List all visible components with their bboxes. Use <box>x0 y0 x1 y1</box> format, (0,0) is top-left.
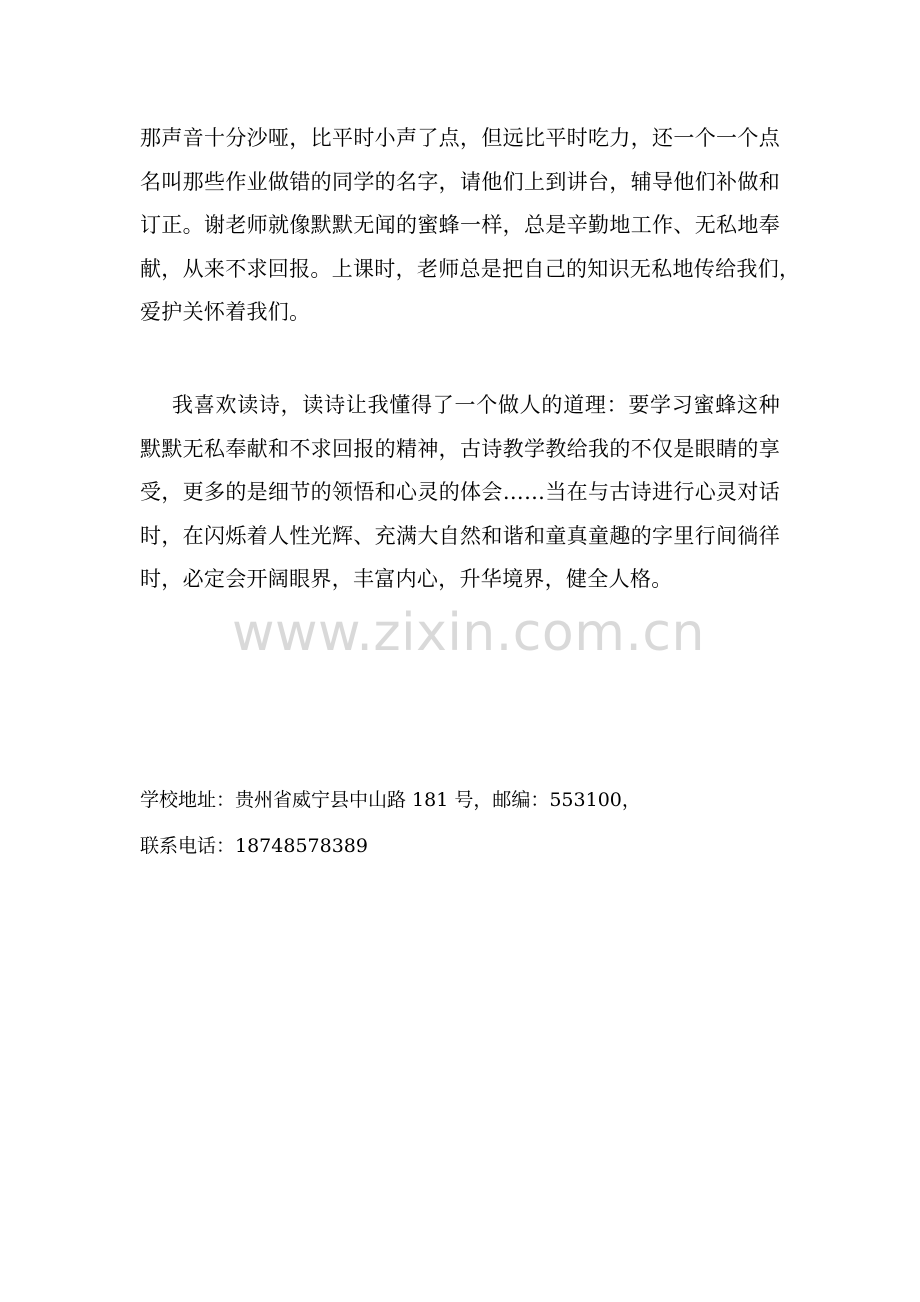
paragraph-line: 时，在闪烁着人性光辉、充满大自然和谐和童真童趣的字里行间徜徉 <box>140 523 780 548</box>
paragraph-line: 订正。谢老师就像默默无闻的蜜蜂一样，总是辛勤地工作、无私地奉 <box>140 213 780 237</box>
paragraph-poetry <box>140 384 780 602</box>
school-address: 学校地址：贵州省威宁县中山路 181 号，邮编：553100， <box>140 789 641 811</box>
paragraph-line: 时，必定会开阔眼界，丰富内心，升华境界，健全人格。 <box>140 567 673 591</box>
paragraph-line: 爱护关怀着我们。 <box>140 300 311 324</box>
paragraph-line: 我喜欢读诗，读诗让我懂得了一个做人的道理：要学习蜜蜂这种 <box>172 393 780 417</box>
paragraph-line: 受，更多的是细节的领悟和心灵的体会……当在与古诗进行心灵对话 <box>140 480 780 504</box>
paragraph-line: 默默无私奉献和不求回报的精神，古诗教学教给我的不仅是眼睛的享 <box>140 436 780 461</box>
contact-phone: 联系电话：18748578389 <box>140 835 368 857</box>
watermark: www.zixin.com.cn <box>232 603 705 663</box>
paragraph-line: 名叫那些作业做错的同学的名字，请他们上到讲台，辅导他们补做和 <box>140 169 780 194</box>
paragraph-line: 那声音十分沙哑，比平时小声了点，但远比平时吃力，还一个一个点 <box>140 126 780 150</box>
paragraph-teacher <box>140 117 801 335</box>
paragraph-line: 献，从来不求回报。上课时，老师总是把自己的知识无私地传给我们， <box>140 256 801 281</box>
